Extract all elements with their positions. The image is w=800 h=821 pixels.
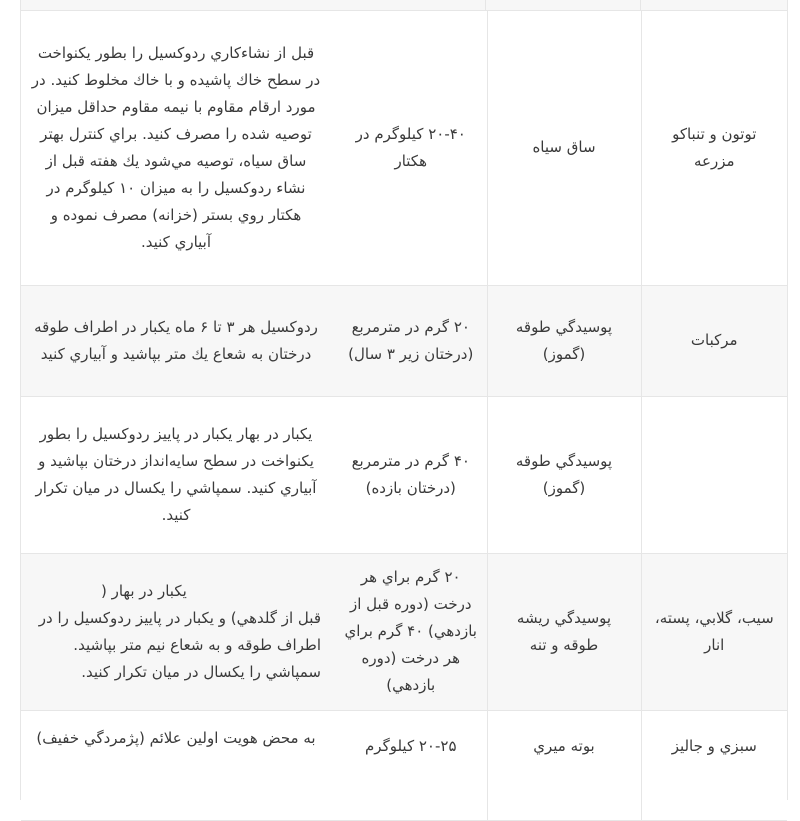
method-text-rest: قبل از گلدهي) و يكبار در پاييز ردوكسيل را در اطراف طوقه و به شعاع نيم متر بپاشيد. سمپاشي را يكسال در ميان تكرار كنيد.: [38, 608, 321, 681]
pesticide-table-container: [20, 0, 788, 800]
crop-cell: [641, 396, 787, 553]
pest-cell: پوسيدگي ريشه طوقه و تنه: [487, 553, 641, 710]
method-text: [31, 578, 321, 686]
amount-cell: ۲۰-۲۵ كيلوگرم: [335, 710, 487, 820]
crop-cell: مركبات: [641, 285, 787, 396]
method-cell: يكبار در بهار يكبار در پاييز ردوكسيل را بطور يكنواخت در سطح سايه‌انداز درختان بپاشيد و آبياري كنيد. سمپاشي را يكسال در ميان تكرار كنيد.: [21, 396, 335, 553]
method-cell: قبل از نشاءكاري ردوكسيل را بطور يكنواخت در سطح خاك پاشيده و با خاك مخلوط كنيد. در مورد ارقام مقاوم با نيمه مقاوم حداقل ميزان توصيه شده را مصرف كنيد. براي كنترل بهتر ساق سياه، توصيه مي‌شود يك هفته قبل از نشاء ردوكسيل را به ميزان ۱۰ كيلوگرم در هكتار روي بستر (خزانه) مصرف نموده و آبياري كنيد.: [21, 11, 335, 285]
table-row: [21, 285, 787, 396]
pest-cell: ساق سياه: [487, 11, 641, 285]
crop-cell: سبزي و جاليز: [641, 710, 787, 820]
pesticide-usage-table: [21, 11, 787, 821]
pest-cell: پوسيدگي طوقه (گموز): [487, 285, 641, 396]
method-cell: ردوكسيل هر ۳ تا ۶ ماه يكبار در اطراف طوقه درختان به شعاع يك متر بپاشيد و آبياري كنيد: [21, 285, 335, 396]
method-cell: به محض هويت اولين علائم (پژمردگي خفيف): [21, 710, 335, 820]
table-row: [21, 396, 787, 553]
crop-cell: سيب، گلابي، پسته، انار: [641, 553, 787, 710]
amount-cell: ۲۰ گرم در مترمربع (درختان زير ۳ سال): [335, 285, 487, 396]
pest-cell: پوسيدگي طوقه (گموز): [487, 396, 641, 553]
top-strip-cell: [21, 0, 485, 10]
top-strip-cell: [640, 0, 787, 10]
amount-cell: ۲۰ گرم براي هر درخت (دوره قبل از بازدهي) ۴۰ گرم براي هر درخت (دوره بازدهي): [335, 553, 487, 710]
method-text-first-line: يكبار در بهار (: [101, 581, 187, 600]
table-top-strip: [21, 0, 787, 11]
pest-cell: بوته ميري: [487, 710, 641, 820]
amount-cell: ۴۰ گرم در مترمربع (درختان بازده): [335, 396, 487, 553]
crop-cell: توتون و تنباكو مزرعه: [641, 11, 787, 285]
method-cell: [21, 553, 335, 710]
table-row: [21, 553, 787, 710]
amount-cell: ۲۰-۴۰ كيلوگرم در هكتار: [335, 11, 487, 285]
table-row: [21, 11, 787, 285]
top-strip-cell: [485, 0, 640, 10]
table-row: [21, 710, 787, 820]
